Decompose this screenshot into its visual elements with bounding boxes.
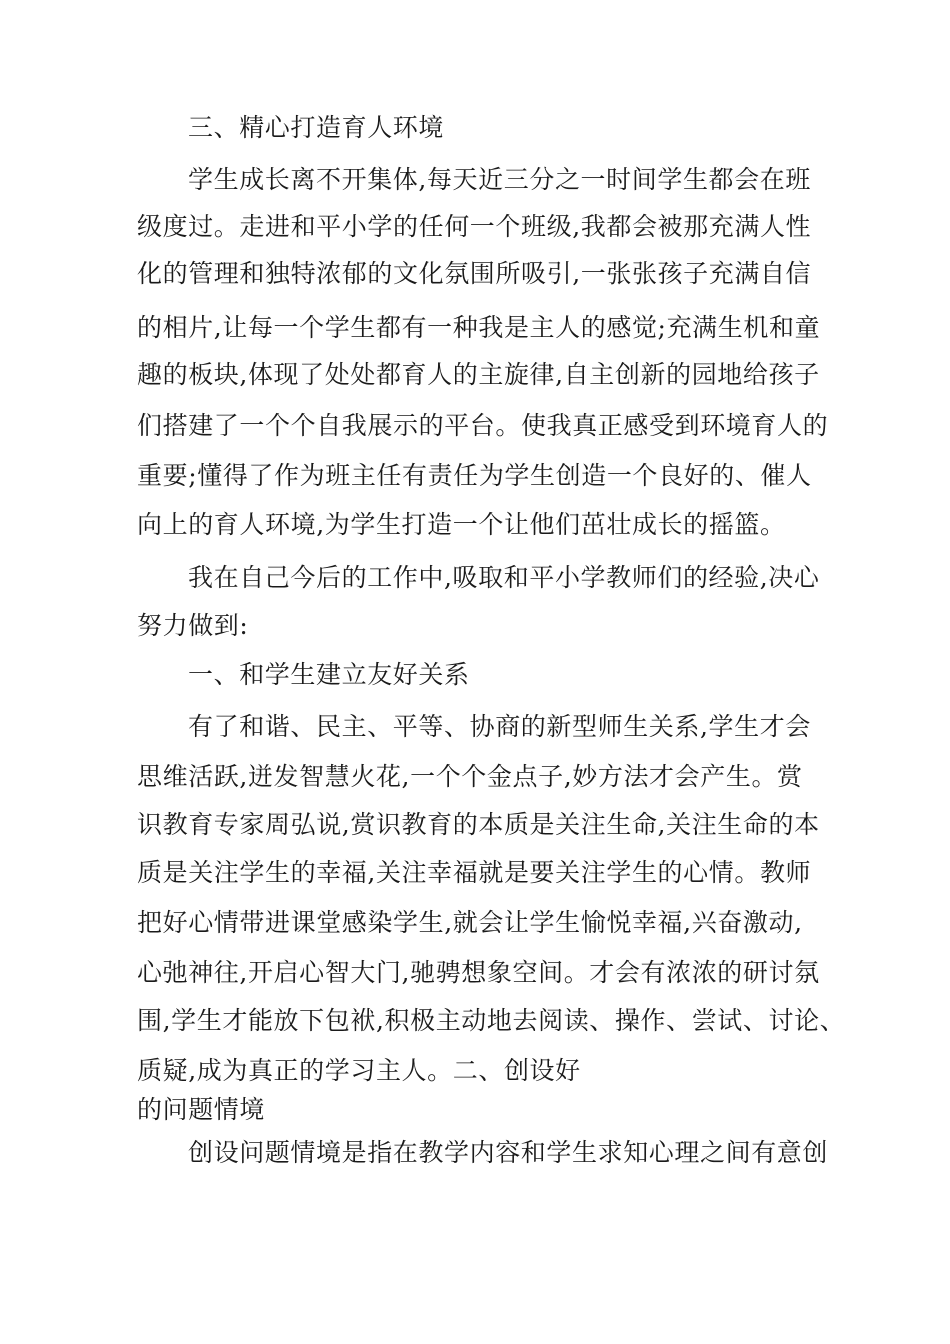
section-heading-2-continued: 的问题情境 (137, 1095, 266, 1124)
paragraph-line: 重要;懂得了作为班主任有责任为学生创造一个良好的、催人 (137, 461, 812, 490)
section-heading-3: 三、精心打造育人环境 (188, 113, 445, 142)
paragraph-line: 创设问题情境是指在教学内容和学生求知心理之间有意创 (188, 1138, 829, 1167)
paragraph-line: 围,学生才能放下包袱,积极主动地去阅读、操作、尝试、讨论、 (137, 1006, 846, 1035)
paragraph-line: 努力做到: (137, 611, 249, 640)
paragraph-line: 们搭建了一个个自我展示的平台。使我真正感受到环境育人的 (137, 411, 829, 440)
paragraph-line: 学生成长离不开集体,每天近三分之一时间学生都会在班 (188, 165, 811, 194)
paragraph-line: 级度过。走进和平小学的任何一个班级,我都会被那充满人性 (137, 212, 812, 241)
paragraph-line: 识教育专家周弘说,赏识教育的本质是关注生命,关注生命的本 (137, 810, 820, 839)
paragraph-line: 质疑,成为真正的学习主人。二、创设好 (137, 1056, 581, 1085)
paragraph-line: 心弛神往,开启心智大门,驰骋想象空间。才会有浓浓的研讨氛 (137, 958, 820, 987)
paragraph-line: 质是关注学生的幸福,关注幸福就是要关注学生的心情。教师 (137, 858, 812, 887)
paragraph-line: 思维活跃,迸发智慧火花,一个个金点子,妙方法才会产生。赏 (137, 762, 803, 791)
paragraph-line: 化的管理和独特浓郁的文化氛围所吸引,一张张孩子充满自信 (137, 259, 812, 288)
section-heading-1: 一、和学生建立友好关系 (188, 660, 470, 689)
paragraph-line: 趣的板块,体现了处处都育人的主旋律,自主创新的园地给孩子 (137, 360, 820, 389)
paragraph-line: 有了和谐、民主、平等、协商的新型师生关系,学生才会 (188, 712, 811, 741)
paragraph-line: 把好心情带进课堂感染学生,就会让学生愉悦幸福,兴奋激动, (137, 908, 803, 937)
paragraph-line: 的相片,让每一个学生都有一种我是主人的感觉;充满生机和童 (137, 313, 821, 342)
paragraph-line: 向上的育人环境,为学生打造一个让他们茁壮成长的摇篮。 (137, 510, 786, 539)
paragraph-line: 我在自己今后的工作中,吸取和平小学教师们的经验,决心 (188, 563, 820, 592)
